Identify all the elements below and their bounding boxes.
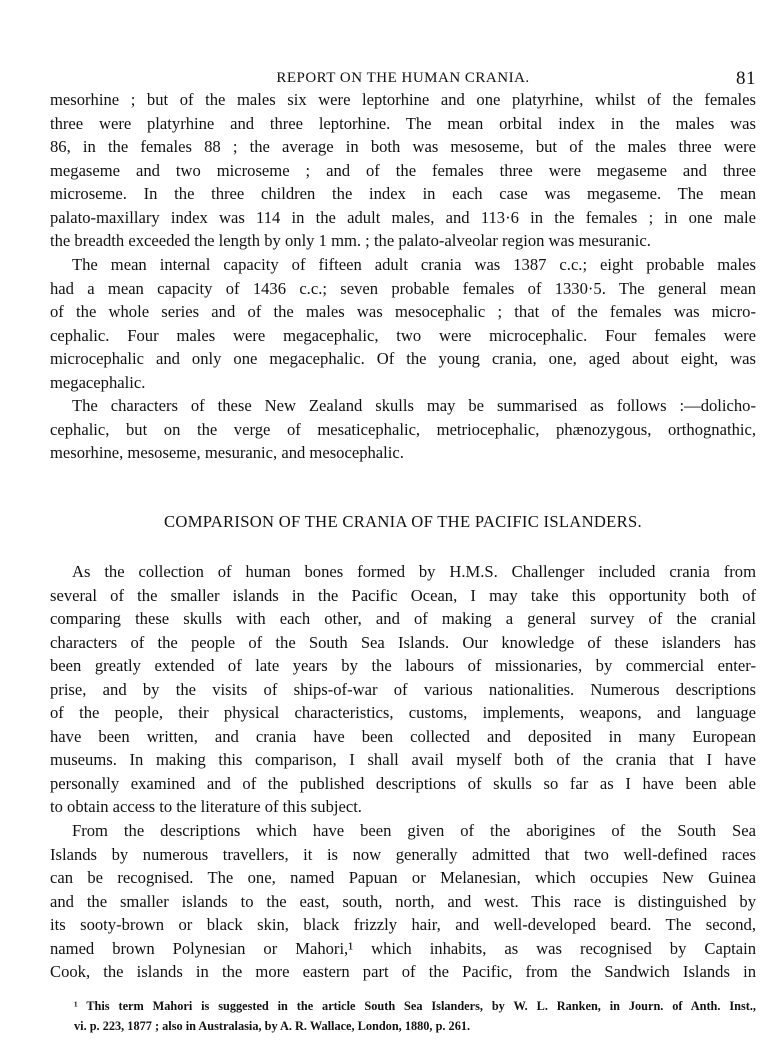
- text-line: 86, in the females 88 ; the average in both was mesoseme, but of the males three were: [50, 137, 756, 156]
- text-line: megacephalic.: [50, 372, 146, 392]
- paragraph: [50, 560, 756, 819]
- paragraph: [50, 819, 756, 984]
- text-line: of the whole series and of the males was mesocephalic ; that of the females was micro-: [50, 302, 756, 321]
- text-line: named brown Polynesian or Mahori,¹ which inhabits, as was recognised by Captain: [50, 938, 756, 958]
- text-line: mesorhine, mesoseme, mesuranic, and mesocephalic.: [50, 443, 404, 462]
- text-line: The mean internal capacity of fifteen adult crania was 1387 c.c.; eight probable males: [72, 255, 756, 274]
- text-line: megaseme and two microseme ; and of the females three were megaseme and three: [50, 160, 756, 180]
- text-line: to obtain access to the literature of this subject.: [50, 797, 362, 816]
- text-line: cephalic. Four males were megacephalic, two were microcephalic. Four females were: [50, 325, 756, 345]
- text-line: prise, and by the visits of ships-of-war of various nationalities. Numerous descriptions: [50, 679, 756, 699]
- footnote-line: ¹ This term Mahori is suggested in the article South Sea Islanders, by W. L. Ranken, in Journ. of Anth. Inst.,: [74, 999, 756, 1013]
- text-line: As the collection of human bones formed by H.M.S. Challenger included crania from: [72, 562, 756, 581]
- text-line: had a mean capacity of 1436 c.c.; seven probable females of 1330·5. The general mean: [50, 278, 756, 298]
- text-line: several of the smaller islands in the Pacific Ocean, I may take this opportunity both of: [50, 585, 756, 605]
- text-line: cephalic, but on the verge of mesaticephalic, metriocephalic, phænozygous, orthognathic,: [50, 419, 756, 439]
- text-line: personally examined and of the published descriptions of skulls so far as I have been able: [50, 773, 756, 793]
- text-line: The characters of these New Zealand skulls may be summarised as follows :—dolicho-: [72, 396, 756, 415]
- text-line: museums. In making this comparison, I shall avail myself both of the crania that I have: [50, 750, 756, 769]
- text-line: the breadth exceeded the length by only 1 mm. ; the palato-alveolar region was mesuranic.: [50, 231, 651, 250]
- text-line: microseme. In the three children the index in each case was megaseme. The mean: [50, 184, 756, 203]
- text-line: characters of the people of the South Sea Islands. Our knowledge of these islanders has: [50, 632, 756, 652]
- text-line: three were platyrhine and three leptorhine. The mean orbital index in the males was: [50, 113, 756, 133]
- text-line: palato-maxillary index was 114 in the adult males, and 113·6 in the females ; in one male: [50, 207, 756, 227]
- text-line: Cook, the islands in the more eastern part of the Pacific, from the Sandwich Islands in: [50, 962, 756, 981]
- text-line: been greatly extended of late years by the labours of missionaries, by commercial enter-: [50, 656, 756, 675]
- text-line: From the descriptions which have been given of the aborigines of the South Sea: [72, 821, 756, 840]
- text-line: comparing these skulls with each other, and of making a general survey of the cranial: [50, 609, 756, 628]
- text-line: microcephalic and only one megacephalic. Of the young crania, one, aged about eight, was: [50, 349, 756, 368]
- paragraph: [50, 394, 756, 465]
- text-line: have been written, and crania have been collected and deposited in many European: [50, 726, 756, 746]
- section-heading: COMPARISON OF THE CRANIA OF THE PACIFIC ISLANDERS.: [164, 512, 642, 531]
- text-line: Islands by numerous travellers, it is now generally admitted that two well-defined races: [50, 844, 756, 864]
- text-line: its sooty-brown or black skin, black frizzly hair, and well-developed beard. The second,: [50, 915, 756, 934]
- footnote-line: vi. p. 223, 1877 ; also in Australasia, by A. R. Wallace, London, 1880, p. 261.: [74, 1019, 471, 1033]
- text-line: can be recognised. The one, named Papuan or Melanesian, which occupies New Guinea: [50, 868, 756, 887]
- running-title: REPORT ON THE HUMAN CRANIA.: [276, 70, 530, 86]
- text-line: and the smaller islands to the east, south, north, and west. This race is distinguished by: [50, 891, 756, 911]
- paragraph: [50, 88, 756, 253]
- paragraph: [50, 253, 756, 394]
- page-number: 81: [736, 68, 756, 89]
- text-line: of the people, their physical characteristics, customs, implements, weapons, and language: [50, 703, 756, 722]
- text-line: mesorhine ; but of the males six were leptorhine and one platyrhine, whilst of the females: [50, 90, 756, 109]
- footnote: [74, 996, 756, 1036]
